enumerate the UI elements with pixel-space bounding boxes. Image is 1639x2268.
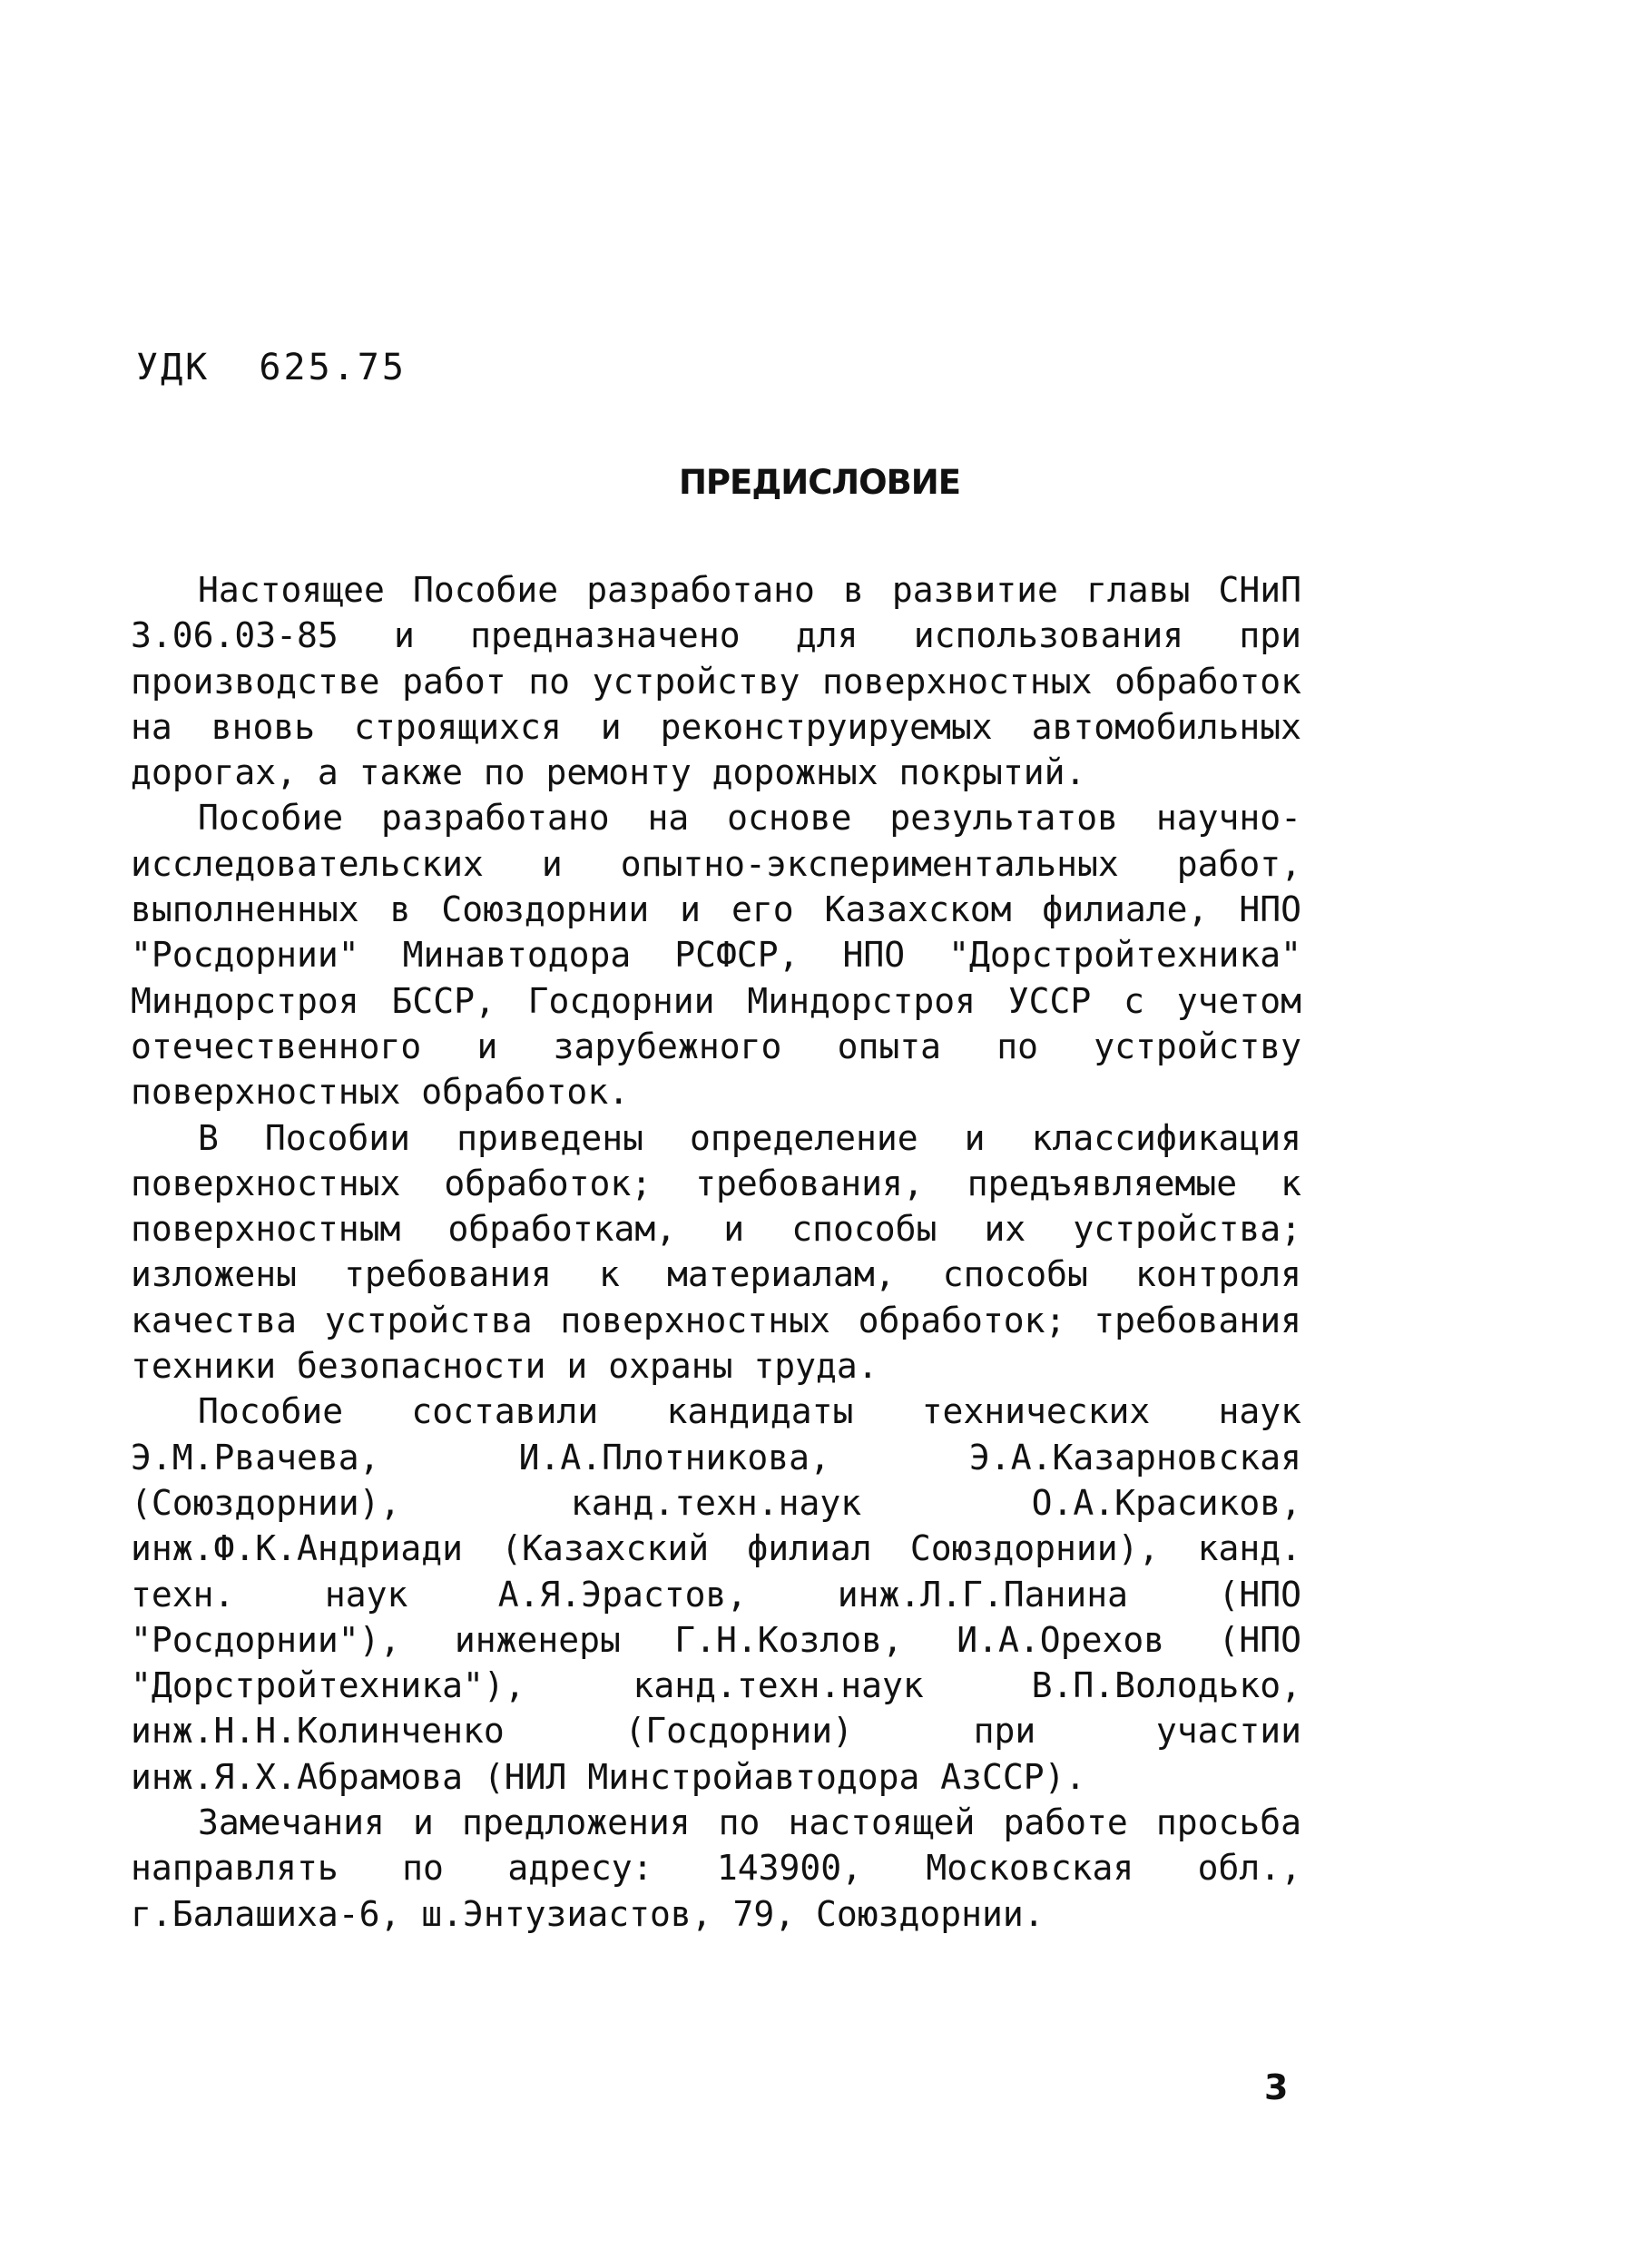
paragraph-authors: Пособие составили кандидаты технических наук Э.М.Рвачева, И.А.Плотникова, Э.А.Казарновская (Союздорнии), канд.техн.наук О.А.Красиков, инж.Ф.К.Андриади (Казахский филиал Союздорнии), канд. техн. наук А.Я.Эрастов, инж.Л.Г.Панина (НПО "Росдорнии"), инженеры Г.Н.Козлов, И.А.Орехов (НПО "Дорстройтехника"), канд.техн.наук В.П.Володько, инж.Н.Н.Колинченко (Госдорнии) при участии инж.Я.Х.Абрамова (НИЛ Минстройавтодора АзССР). xyxy=(131,1391,1301,1797)
page-title: ПРЕДИСЛОВИЕ xyxy=(678,463,961,502)
paragraph-sources: Пособие разработано на основе результатов научно-исследовательских и опытно-экспериментальных работ, выполненных в Союздорнии и его Казахском филиале, НПО "Росдорнии" Минавтодора РСФСР, НПО "Дорстройтехника" Миндорстроя БССР, Госдорнии Миндорстроя УССР с учетом отечественного и зарубежного опыта по устройству поверхностных обработок. xyxy=(131,798,1301,1113)
paragraph-contents: В Пособии приведены определение и классификация поверхностных обработок; требования, предъявляемые к поверхностным обработкам, и способы их устройства; изложены требования к материалам, способы контроля качества устройства поверхностных обработок; требования техники безопасности и охраны труда. xyxy=(131,1117,1301,1387)
page-number: 3 xyxy=(1264,2067,1289,2107)
paragraph-purpose: Настоящее Пособие разработано в развитие главы СНиП 3.06.03-85 и предназначено для использования при производстве работ по устройству поверхностных обработок на вновь строящихся и реконструируемых автомобильных дорогах, а также по ремонту дорожных покрытий. xyxy=(131,570,1301,793)
udk-code: УДК 625.75 xyxy=(136,347,407,388)
body-text xyxy=(131,567,1301,1937)
paragraph-contact: Замечания и предложения по настоящей работе просьба направлять по адресу: 143900, Московская обл., г.Балашиха-6, ш.Энтузиастов, 79, Союздорнии. xyxy=(131,1802,1301,1934)
